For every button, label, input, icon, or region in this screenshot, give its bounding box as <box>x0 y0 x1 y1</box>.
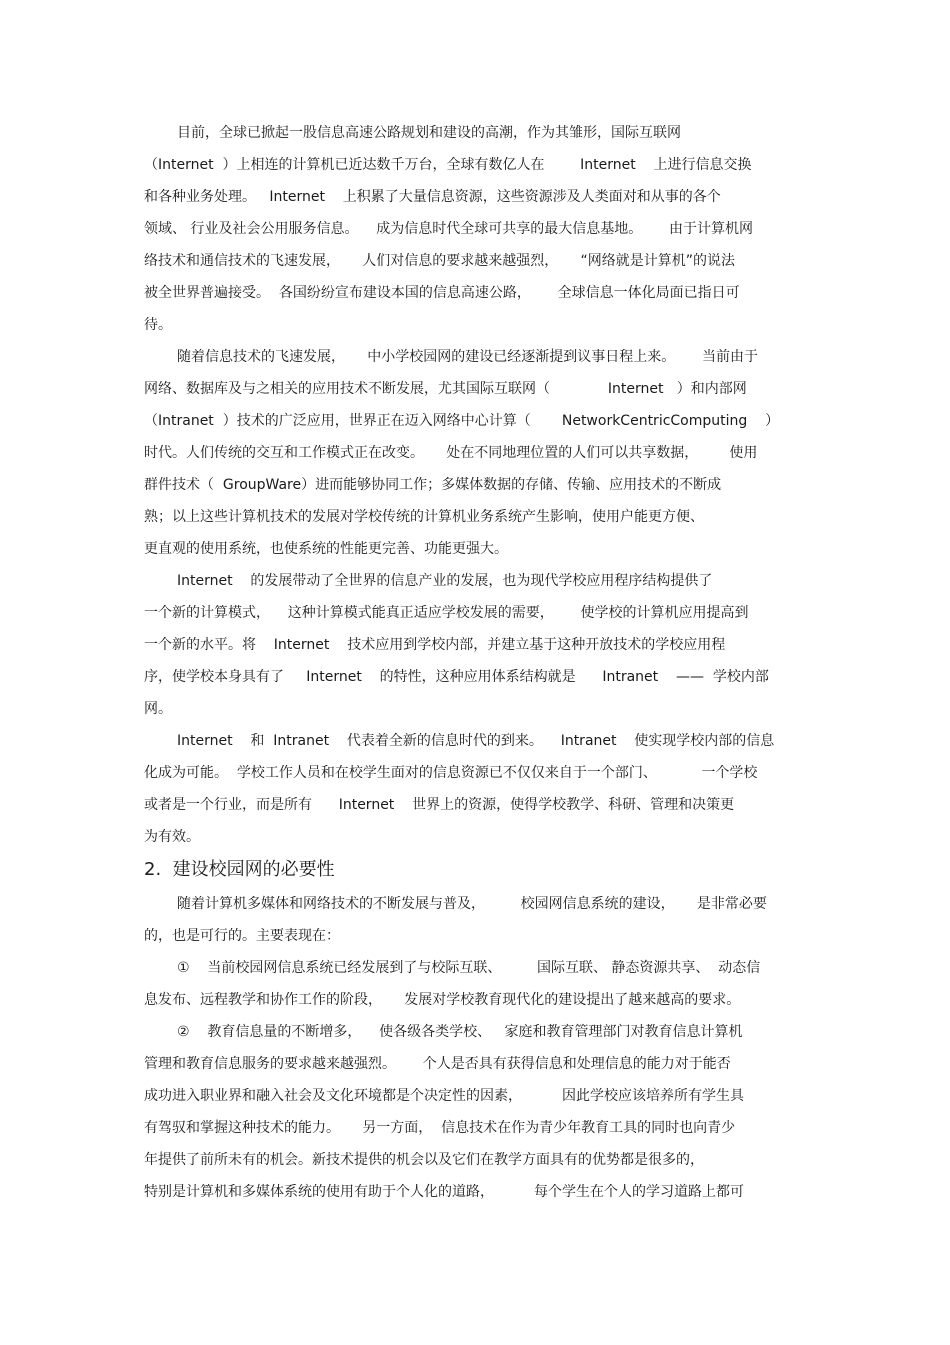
text-line: 时代。人们传统的交互和工作模式正在改变。 处在不同地理位置的人们可以共享数据， 使用 <box>144 445 758 461</box>
text-line: 序，使学校本身具有了 Internet 的特性，这种应用体系结构就是 Intranet —— 学校内部 <box>144 669 769 685</box>
text-line: 一个新的水平。将 Internet 技术应用到学校内部，并建立基于这种开放技术的学校应用程 <box>144 637 726 653</box>
text-line: 管理和教育信息服务的要求越来越强烈。 个人是否具有获得信息和处理信息的能力对于能否 <box>144 1056 731 1072</box>
text-line: 有驾驭和掌握这种技术的能力。 另一方面， 信息技术在作为青少年教育工具的同时也向青少 <box>144 1120 736 1136</box>
text-line: 网络、数据库及与之相关的应用技术不断发展，尤其国际互联网（ Internet ）和内部网 <box>144 381 747 397</box>
section-heading: 2. 建设校园网的必要性 <box>144 859 335 880</box>
text-line: 目前，全球已掀起一股信息高速公路规划和建设的高潮，作为其雏形，国际互联网 <box>177 125 681 141</box>
text-line: 一个新的计算模式， 这种计算模式能真正适应学校发展的需要， 使学校的计算机应用提高到 <box>144 605 749 621</box>
text-line: 特别是计算机和多媒体系统的使用有助于个人化的道路， 每个学生在个人的学习道路上都可 <box>144 1184 745 1200</box>
text-line: 随着信息技术的飞速发展， 中小学校园网的建设已经逐渐提到议事日程上来。 当前由于 <box>177 349 758 365</box>
text-line: 领域、 行业及社会公用服务信息。 成为信息时代全球可共享的最大信息基地。 由于计算机网 <box>144 221 753 237</box>
text-line: Internet 的发展带动了全世界的信息产业的发展，也为现代学校应用程序结构提供了 <box>177 573 713 589</box>
text-line: 和各种业务处理。 Internet 上积累了大量信息资源，这些资源涉及人类面对和从事的各个 <box>144 189 721 205</box>
text-line: 化成为可能。 学校工作人员和在校学生面对的信息资源已不仅仅来自于一个部门、 一个学校 <box>144 765 758 781</box>
text-line: 的，也是可行的。主要表现在： <box>144 928 340 944</box>
text-line: 息发布、远程教学和协作工作的阶段， 发展对学校教育现代化的建设提出了越来越高的要求。 <box>144 992 741 1008</box>
text-line: 随着计算机多媒体和网络技术的不断发展与普及， 校园网信息系统的建设， 是非常必要 <box>177 896 767 912</box>
text-line: ① 当前校园网信息系统已经发展到了与校际互联、 国际互联、 静态资源共享、 动态信 <box>177 960 761 976</box>
text-line: 更直观的使用系统，也使系统的性能更完善、功能更强大。 <box>144 541 508 557</box>
text-line: 被全世界普遍接受。 各国纷纷宣布建设本国的信息高速公路， 全球信息一体化局面已指日可 <box>144 285 740 301</box>
text-line: 熟；以上这些计算机技术的发展对学校传统的计算机业务系统产生影响，使用户能更方便、 <box>144 509 704 525</box>
text-line: 待。 <box>144 317 172 333</box>
text-line: 年提供了前所未有的机会。新技术提供的机会以及它们在教学方面具有的优势都是很多的， <box>144 1152 704 1168</box>
text-line: 或者是一个行业，而是所有 Internet 世界上的资源，使得学校教学、科研、管理和决策更 <box>144 797 735 813</box>
text-line: （Intranet ）技术的广泛应用，世界正在迈入网络中心计算（ NetworkCentricComputing ） <box>144 413 780 429</box>
text-line: 成功进入职业界和融入社会及文化环境都是个决定性的因素， 因此学校应该培养所有学生具 <box>144 1088 745 1104</box>
text-line: Internet 和 Intranet 代表着全新的信息时代的到来。 Intranet 使实现学校内部的信息 <box>177 733 775 749</box>
text-line: ② 教育信息量的不断增多， 使各级各类学校、 家庭和教育管理部门对教育信息计算机 <box>177 1024 743 1040</box>
text-line: （Internet ）上相连的计算机已近达数千万台，全球有数亿人在 Internet 上进行信息交换 <box>144 157 752 173</box>
text-line: 络技术和通信技术的飞速发展， 人们对信息的要求越来越强烈， “网络就是计算机”的说法 <box>144 253 736 269</box>
text-line: 群件技术（ GroupWare）进而能够协同工作；多媒体数据的存储、传输、应用技术的不断成 <box>144 477 722 493</box>
text-line: 为有效。 <box>144 829 200 845</box>
text-line: 网。 <box>144 701 172 717</box>
